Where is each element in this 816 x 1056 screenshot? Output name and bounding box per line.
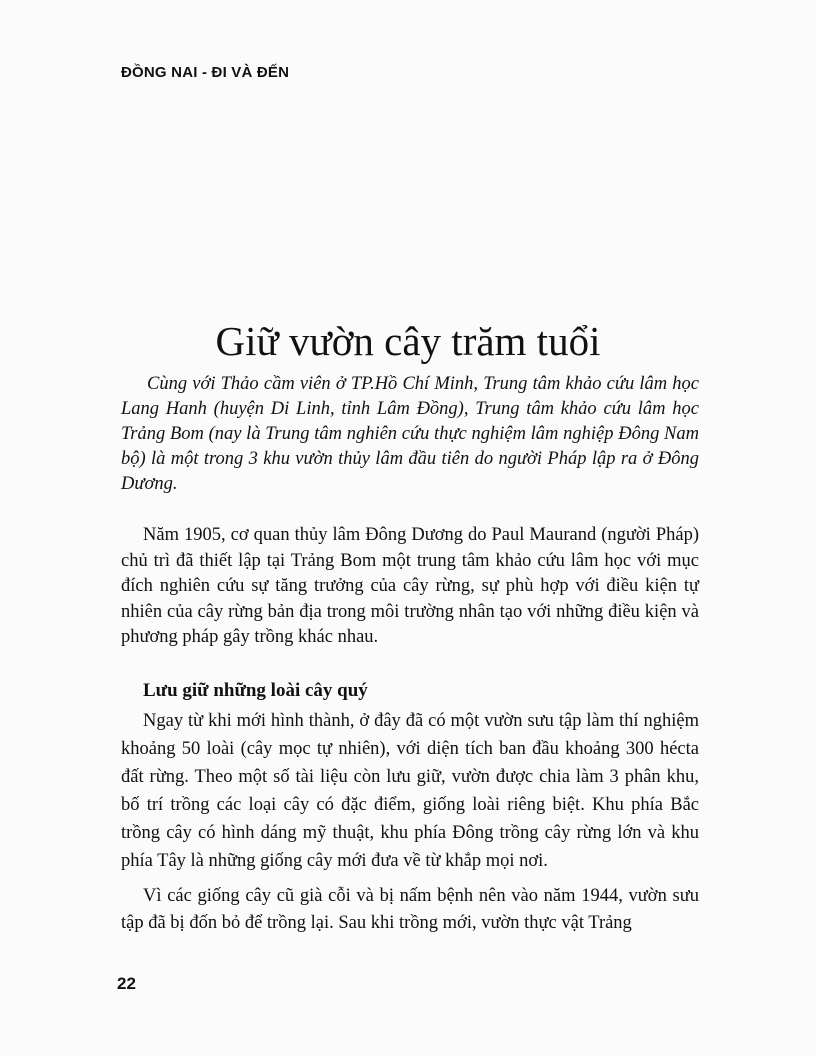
paragraph-1: Năm 1905, cơ quan thủy lâm Đông Dương do Paul Maurand (người Pháp) chủ trì đã thiết lập tại Trảng Bom một trung tâm khảo cứu lâm học với mục đích nghiên cứu sự tăng trưởng của cây rừng, sự phù hợp với điều kiện tự nhiên của cây rừng bản địa trong môi trường nhân tạo với những điều kiện và phương pháp gây trồng khác nhau. — [121, 525, 699, 647]
paragraph-2: Ngay từ khi mới hình thành, ở đây đã có một vườn sưu tập làm thí nghiệm khoảng 50 loài (cây mọc tự nhiên), với diện tích ban đầu khoảng 300 hécta đất rừng. Theo một số tài liệu còn lưu giữ, vườn được chia làm 3 phân khu, bố trí trồng các loại cây có đặc điểm, giống loài riêng biệt. Khu phía Bắc trồng cây có hình dáng mỹ thuật, khu phía Đông trồng cây rừng lớn và khu phía Tây là những giống cây mới đưa về từ khắp mọi nơi. — [121, 711, 699, 871]
article-title: Giữ vườn cây trăm tuổi — [215, 318, 601, 365]
paragraph-3: Vì các giống cây cũ già cỗi và bị nấm bệnh nên vào năm 1944, vườn sưu tập đã bị đốn bỏ để trồng lại. Sau khi trồng mới, vườn thực vật Trảng — [121, 886, 699, 933]
article-lead: Cùng với Thảo cầm viên ở TP.Hồ Chí Minh, Trung tâm khảo cứu lâm học Lang Hanh (huyện Di Linh, tỉnh Lâm Đồng), Trung tâm khảo cứu lâm học Trảng Bom (nay là Trung tâm nghiên cứu thực nghiệm lâm nghiệp Đông Nam bộ) là một trong 3 khu vườn thủy lâm đầu tiên do người Pháp lập ra ở Đông Dương. — [121, 374, 699, 494]
page-number: 22 — [117, 974, 136, 993]
running-header: ĐỒNG NAI - ĐI VÀ ĐẾN — [121, 64, 290, 81]
section-subheading: Lưu giữ những loài cây quý — [143, 680, 368, 701]
